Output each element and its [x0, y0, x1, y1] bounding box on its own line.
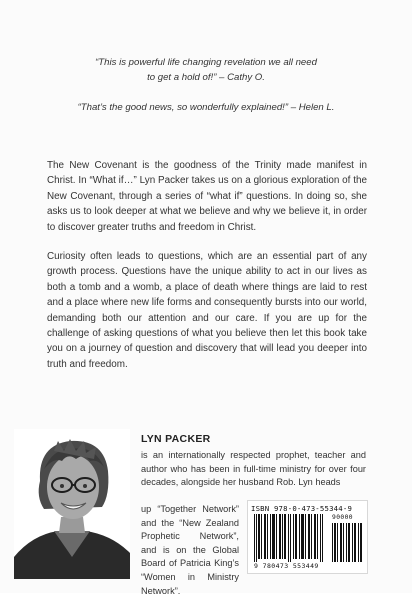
author-portrait-illustration [14, 429, 130, 579]
quote-1-line-1: “This is powerful life changing revelation we all need [95, 57, 317, 68]
barcode-ean-digits: 9 780473 553449 [254, 562, 319, 570]
barcode-addon-digits: 90000 [332, 514, 353, 521]
isbn-label: ISBN 978-0-473-55344-9 [251, 504, 353, 513]
author-bio-bottom: up “Together Network” and the “New Zealand Prophetic Network”, and is on the Global Board of Patricia King’s “Women in Ministry Network”. [141, 504, 239, 596]
quote-1-line-2: to get a hold of!” – Cathy O. [147, 72, 265, 83]
author-name: LYN PACKER [141, 433, 211, 445]
isbn-barcode [247, 500, 368, 574]
description-paragraph-2: Curiosity often leads to questions, which are an essential part of any growth process. Questions have the unique ability to act in our lives as both a tomb and a womb, a place of death where things are laid to rest and a place where new life forms and consequently bursts into our world, demanding both our attention and our care. If you are up for the challenge of asking questions of what you believe then let this book take you on a journey of question and discovery that will lead you deeper into truth and freedom. [47, 251, 367, 370]
endorsement-quote-1 [0, 55, 412, 85]
author-photo [14, 429, 130, 579]
endorsement-quote-2 [0, 100, 412, 115]
description-paragraph-1: The New Covenant is the goodness of the Trinity made manifest in Christ. In “What if…” Lyn Packer takes us on a glorious exploration of the New Covenant, through a series of “what if” questions. In doing so, she asks us to look deeper at what we believe and why we believe it, in order to discover greater truths and freedom in Christ. [47, 160, 367, 233]
author-bio-top: is an internationally respected prophet, teacher and author who has been in full-time ministry for over four decades, alongside her husband Rob. Lyn heads [141, 450, 366, 488]
quote-2-line-1: “That’s the good news, so wonderfully explained!” – Helen L. [77, 102, 335, 113]
